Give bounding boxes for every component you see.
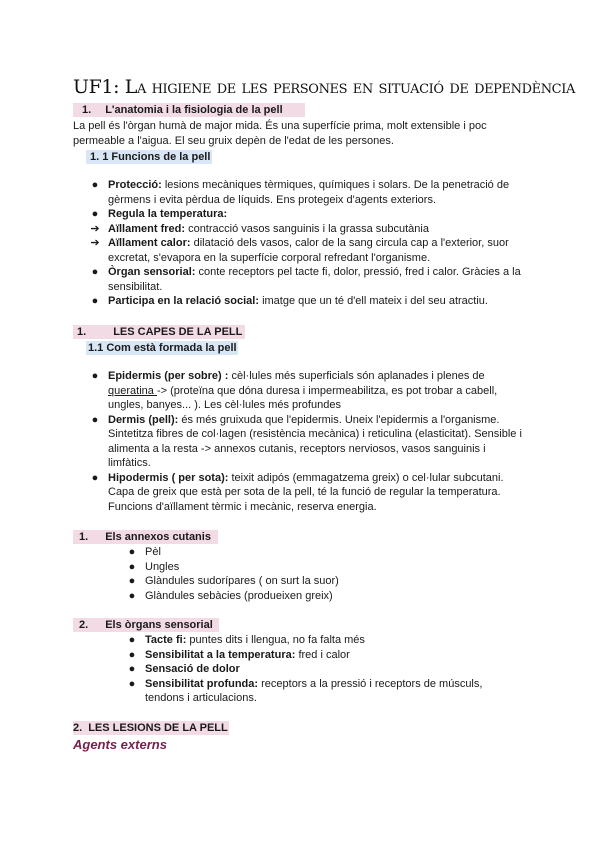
list-item: ● Epidermis (per sobre) : cèl·lules més superficials són aplanades i plenes de queratina -> (proteïna que dóna duresa i impermeabilitza, es pot trobar a cabell, ungles, banyes... ). Les cèl·lules més profundes — [91, 370, 498, 411]
list-item: ● Regula la temperatura: — [91, 208, 228, 220]
list-item: ● Pèl — [128, 546, 161, 558]
list-item: ● Protecció: lesions mecàniques tèrmiques, químiques i solars. De la penetració de gèrmens i evita pèrdua de líquids. Ens protegeix d'agents exteriors. — [91, 179, 510, 206]
section-number: 1. — [82, 104, 92, 116]
intro-line-2: permeable a l'aigua. El seu gruix depèn de l'edat de les persones. — [73, 135, 394, 147]
subheading-capes: 1.1 Com està formada la pell — [88, 342, 237, 354]
list-item: ➔ Aïllament calor: dilatació dels vasos, calor de la sang circula cap a l'exterior, suor excretat, s'evapora en la superfície corporal refredant l'organisme. — [90, 237, 509, 264]
organs-list — [128, 633, 483, 706]
functions-list — [90, 178, 521, 309]
section-heading-annexos: 1. Els annexos cutanis — [73, 530, 218, 544]
list-item: ● Glàndules sebàcies (produeixen greix) — [128, 589, 333, 602]
bullet-icon: ● — [128, 560, 136, 573]
list-item: ● Participa en la relació social: imatge que un té d'ell mateix i del seu atractiu. — [91, 295, 488, 307]
bullet-icon: ● — [128, 589, 136, 602]
list-item: ● Sensibilitat a la temperatura: fred i calor — [128, 648, 350, 661]
list-item: ● Sensació de dolor — [128, 663, 240, 675]
section-heading-anatomia — [73, 103, 305, 117]
bullet-icon: ● — [91, 208, 99, 220]
bullet-icon: ● — [128, 575, 136, 587]
bullet-icon: ● — [91, 370, 99, 382]
list-item: ● Sensibilitat profunda: receptors a la pressió i receptors de músculs, tendons i articulacions. — [128, 677, 483, 704]
list-item: ● Ungles — [128, 560, 180, 573]
subheading-agents-externs: Agents externs — [73, 737, 167, 752]
bullet-icon: ● — [128, 634, 136, 646]
intro-line-1: La pell és l'òrgan humà de major mida. És una superfície prima, molt extensible i poc — [73, 120, 487, 132]
bullet-icon: ● — [91, 295, 99, 307]
list-item: ● Dermis (pell): és més gruixuda que l'epidermis. Uneix l'epidermis a l'organisme. Sintetitza fibres de col·lagen (resistència mecànica) i reticulina (elasticitat). Sensible i alimenta a la resta -> annexos cutanis, receptors nerviosos, vasos sanguinis i limfàtics. — [91, 413, 522, 469]
section-heading-capes: 1. LES CAPES DE LA PELL — [73, 325, 245, 339]
arrow-icon: ➔ — [90, 222, 100, 235]
section-title: L'anatomia i la fisiologia de la pell — [105, 104, 283, 116]
bullet-icon: ● — [91, 266, 99, 278]
arrow-icon: ➔ — [90, 237, 100, 249]
annexes-list — [128, 545, 339, 603]
bullet-icon: ● — [128, 677, 136, 690]
section-heading-lesions: 2. LES LESIONS DE LA PELL — [73, 722, 228, 734]
bullet-icon: ● — [91, 179, 99, 191]
list-item: ● Hipodermis ( per sota): teixit adipós (emmagatzema greix) o cel·lular subcutani. Capa de greix que està per sota de la pell, té la funció de regular la temperatura. Funcions d'aïllament tèrmic i mecànic, reserva energia. — [91, 471, 504, 513]
page-title: UF1: La higiene de les persones en situació de dependència — [73, 76, 575, 98]
section-heading-organs: 2. Els òrgans sensorial — [73, 618, 219, 632]
subheading-funcions: 1. 1 Funcions de la pell — [86, 150, 212, 164]
bullet-icon: ● — [91, 413, 99, 426]
list-item: ➔ Aïllament fred: contracció vasos sanguinis i la grassa subcutània — [90, 222, 429, 235]
bullet-icon: ● — [128, 546, 136, 558]
list-item: ● Tacte fi: puntes dits i llengua, no fa falta més — [128, 634, 365, 646]
layers-list — [91, 369, 522, 514]
bullet-icon: ● — [91, 471, 99, 484]
list-item: ● Glàndules sudorípares ( on surt la suor) — [128, 575, 339, 587]
list-item: ● Òrgan sensorial: conte receptors pel tacte fi, dolor, pressió, fred i calor. Gràcies a la sensibilitat. — [91, 266, 521, 293]
bullet-icon: ● — [128, 663, 136, 675]
bullet-icon: ● — [128, 648, 136, 661]
